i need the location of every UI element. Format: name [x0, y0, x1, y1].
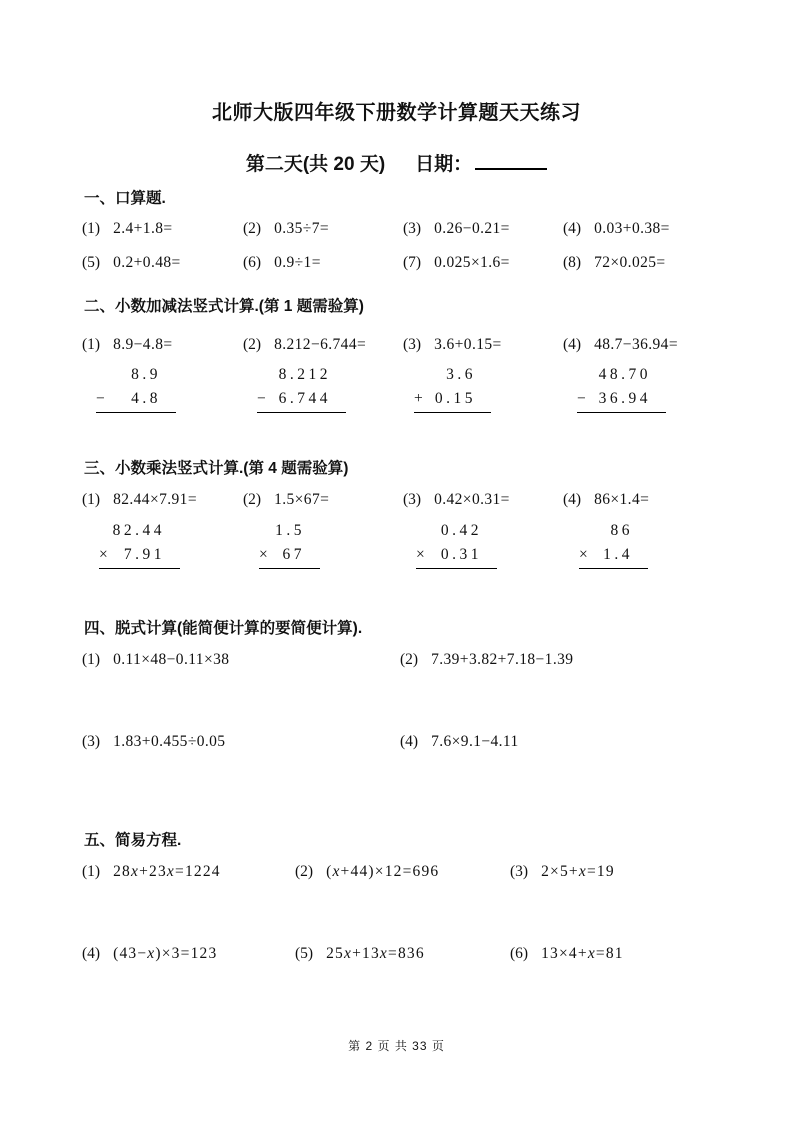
problem-item	[243, 254, 403, 272]
problem-number: (7)	[403, 254, 422, 271]
stack-rule-line	[96, 387, 176, 413]
stack-top-number: 86	[610, 522, 633, 539]
problem-expression: 7.6×9.1−4.11	[431, 733, 519, 750]
stack-bottom-number: 6.744	[278, 390, 331, 407]
stack-bottom-number: 0.15	[434, 390, 476, 407]
problem-item	[82, 733, 400, 751]
section-2-row	[82, 336, 753, 354]
section-1-row-1	[82, 220, 753, 238]
problem-expression: (43−x)×3=123	[113, 945, 218, 962]
section-2-heading: 二、小数加减法竖式计算.(第 1 题需验算)	[84, 298, 364, 315]
problem-number: (5)	[82, 254, 101, 271]
stack-top-number: 82.44	[112, 522, 165, 539]
stack-rule-line	[414, 387, 491, 413]
stack-top-number: 0.42	[440, 522, 482, 539]
problem-expression: 1.83+0.455÷0.05	[113, 733, 226, 750]
problem-expression: 0.26−0.21=	[434, 220, 510, 237]
problem-number: (6)	[510, 945, 529, 962]
stack-operator: ×	[259, 546, 272, 563]
stack-bottom-number: 0.31	[440, 546, 482, 563]
section-5-row-2	[82, 945, 753, 963]
problem-expression: 2×5+x=19	[541, 863, 615, 880]
section-4-heading: 四、脱式计算(能简便计算的要简便计算).	[84, 620, 363, 637]
stack-operator: ×	[416, 546, 429, 563]
problem-item	[403, 220, 563, 238]
problem-number: (4)	[400, 733, 419, 750]
stack-top-number: 1.5	[275, 522, 305, 539]
stack-rule-line	[579, 543, 648, 569]
problem-number: (2)	[243, 336, 262, 353]
problem-item	[82, 491, 243, 509]
stack-operator: −	[257, 390, 270, 407]
problem-expression: 0.025×1.6=	[434, 254, 510, 271]
problem-expression: 0.11×48−0.11×38	[113, 651, 230, 668]
stack-bottom-number: 7.91	[123, 546, 165, 563]
problem-item	[510, 945, 624, 963]
stack-bottom-number: 67	[282, 546, 305, 563]
problem-expression: 0.9÷1=	[274, 254, 321, 271]
vertical-calculation	[257, 362, 346, 413]
problem-number: (4)	[563, 220, 582, 237]
problem-expression: 82.44×7.91=	[113, 491, 197, 508]
problem-item	[295, 945, 510, 963]
problem-item	[563, 254, 666, 272]
vertical-calculation	[577, 362, 666, 413]
problem-item	[82, 945, 295, 963]
problem-number: (3)	[82, 733, 101, 750]
stack-bottom-number: 1.4	[603, 546, 633, 563]
page-title: 北师大版四年级下册数学计算题天天练习	[212, 102, 581, 124]
section-1-row-2	[82, 254, 753, 272]
problem-number: (2)	[243, 491, 262, 508]
section-4-row-2	[82, 733, 753, 751]
stack-top-number: 3.6	[446, 366, 476, 383]
problem-expression: 1.5×67=	[274, 491, 330, 508]
problem-expression: 3.6+0.15=	[434, 336, 502, 353]
vertical-calculation	[414, 362, 491, 413]
problem-number: (4)	[563, 491, 582, 508]
problem-expression: 0.42×0.31=	[434, 491, 510, 508]
stack-rule-line	[257, 387, 346, 413]
problem-number: (3)	[403, 220, 422, 237]
vertical-calculation	[99, 518, 180, 569]
problem-number: (4)	[563, 336, 582, 353]
problem-item	[82, 254, 243, 272]
day-counter: 第二天(共 20 天)	[245, 153, 386, 175]
problem-item	[243, 220, 403, 238]
problem-number: (2)	[400, 651, 419, 668]
vertical-calculation	[416, 518, 497, 569]
vertical-calculation	[96, 362, 176, 413]
problem-expression: 72×0.025=	[594, 254, 666, 271]
problem-item	[510, 863, 615, 881]
problem-number: (6)	[243, 254, 262, 271]
problem-item	[82, 336, 243, 354]
problem-item	[400, 651, 573, 669]
problem-number: (3)	[510, 863, 529, 880]
problem-item	[243, 336, 403, 354]
page-number-footer: 第 2 页 共 33 页	[348, 1039, 445, 1053]
problem-expression: 86×1.4=	[594, 491, 650, 508]
problem-expression: 25x+13x=836	[326, 945, 425, 962]
vertical-calculation	[259, 518, 320, 569]
problem-item	[563, 336, 678, 354]
problem-number: (2)	[295, 863, 314, 880]
stack-top-number: 8.212	[278, 366, 331, 383]
problem-number: (8)	[563, 254, 582, 271]
vertical-calculation	[579, 518, 648, 569]
stack-rule-line	[577, 387, 666, 413]
problem-number: (1)	[82, 863, 101, 880]
stack-rule-line	[259, 543, 320, 569]
problem-number: (1)	[82, 491, 101, 508]
stack-rule-line	[99, 543, 180, 569]
problem-number: (1)	[82, 651, 101, 668]
problem-expression: 7.39+3.82+7.18−1.39	[431, 651, 574, 668]
stack-bottom-number: 36.94	[598, 390, 651, 407]
problem-item	[403, 491, 563, 509]
problem-expression: 0.03+0.38=	[594, 220, 670, 237]
problem-number: (3)	[403, 336, 422, 353]
stack-operator: −	[96, 390, 109, 407]
section-5-heading: 五、简易方程.	[84, 832, 182, 849]
problem-number: (5)	[295, 945, 314, 962]
problem-expression: (x+44)×12=696	[326, 863, 440, 880]
problem-item	[295, 863, 510, 881]
stack-top-number: 8.9	[131, 366, 161, 383]
section-1-heading: 一、口算题.	[84, 190, 166, 207]
problem-expression: 8.212−6.744=	[274, 336, 367, 353]
stack-operator: ×	[99, 546, 112, 563]
stack-operator: −	[577, 390, 590, 407]
problem-expression: 0.35÷7=	[274, 220, 330, 237]
problem-item	[400, 733, 519, 751]
stack-top-number: 48.70	[598, 366, 651, 383]
stack-bottom-number: 4.8	[131, 390, 161, 407]
section-3-heading: 三、小数乘法竖式计算.(第 4 题需验算)	[84, 460, 349, 477]
section-3-row	[82, 491, 753, 509]
problem-number: (1)	[82, 336, 101, 353]
problem-item	[563, 220, 670, 238]
section-4-row-1	[82, 651, 753, 669]
problem-item	[563, 491, 649, 509]
problem-number: (3)	[403, 491, 422, 508]
section-5-row-1	[82, 863, 753, 881]
date-blank-line	[475, 148, 547, 170]
problem-item	[243, 491, 403, 509]
subtitle-line	[0, 148, 793, 176]
problem-expression: 2.4+1.8=	[113, 220, 173, 237]
problem-item	[403, 336, 563, 354]
problem-expression: 8.9−4.8=	[113, 336, 173, 353]
date-label: 日期：	[415, 153, 473, 175]
stack-operator: ×	[579, 546, 592, 563]
problem-expression: 48.7−36.94=	[594, 336, 678, 353]
problem-item	[82, 651, 400, 669]
stack-rule-line	[416, 543, 497, 569]
problem-expression: 13×4+x=81	[541, 945, 624, 962]
problem-item	[82, 220, 243, 238]
problem-expression: 0.2+0.48=	[113, 254, 181, 271]
problem-item	[82, 863, 295, 881]
problem-number: (1)	[82, 220, 101, 237]
problem-number: (2)	[243, 220, 262, 237]
problem-expression: 28x+23x=1224	[113, 863, 221, 880]
stack-operator: +	[414, 390, 427, 407]
problem-item	[403, 254, 563, 272]
problem-number: (4)	[82, 945, 101, 962]
